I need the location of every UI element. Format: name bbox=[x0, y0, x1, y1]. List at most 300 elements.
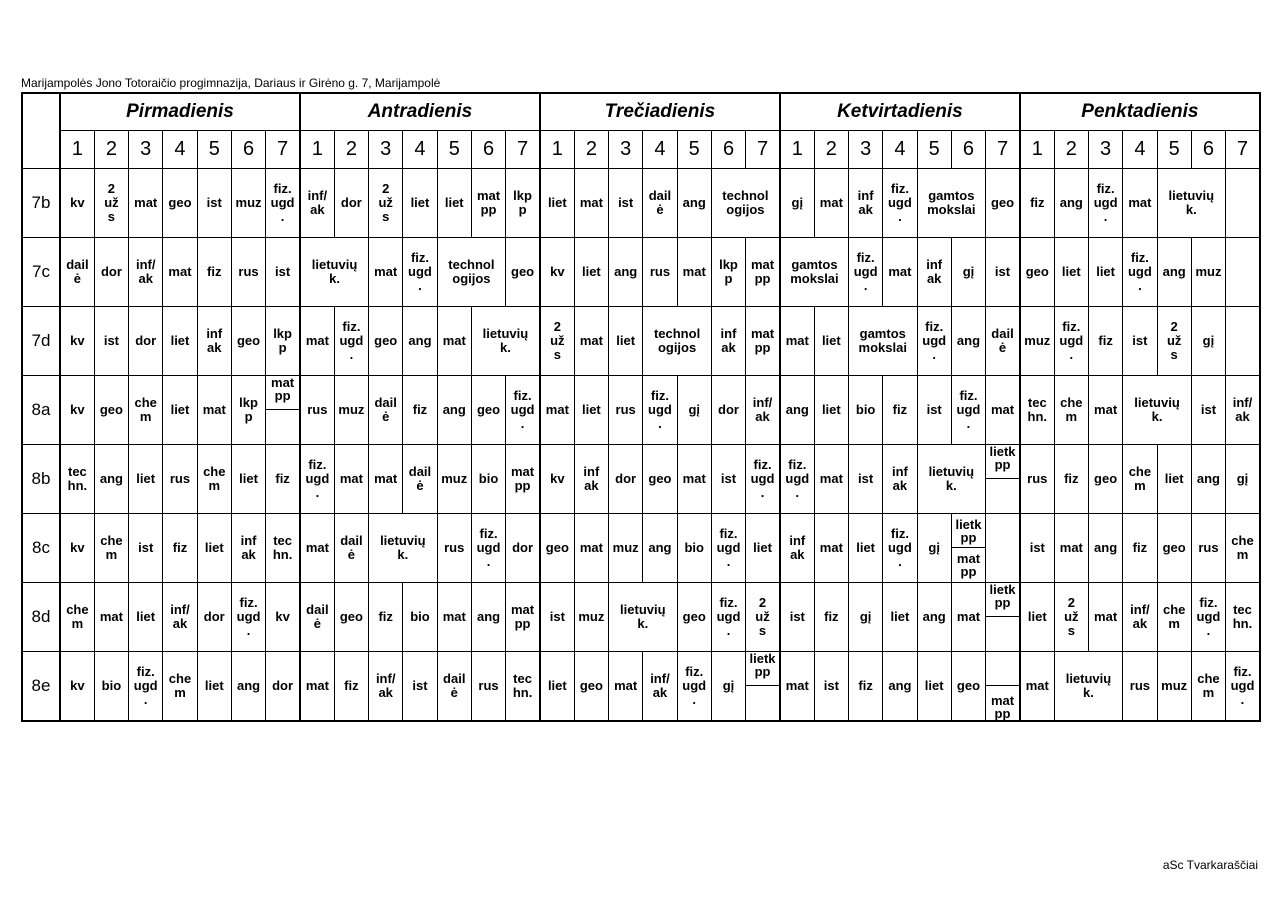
lesson-cell: dail ė bbox=[334, 514, 368, 583]
day-header: Trečiadienis bbox=[540, 93, 780, 131]
split-lesson-cell bbox=[986, 652, 1020, 722]
lesson-cell: fiz. ugd . bbox=[1226, 652, 1260, 722]
period-number: 4 bbox=[1123, 131, 1157, 169]
lesson-cell: muz bbox=[437, 445, 471, 514]
lesson-cell: mat bbox=[677, 238, 711, 307]
lesson-cell: mat bbox=[574, 307, 608, 376]
lesson-cell-span: gamtos mokslai bbox=[917, 169, 986, 238]
period-number: 7 bbox=[266, 131, 300, 169]
empty-cell bbox=[1226, 307, 1260, 376]
lesson-cell: ist bbox=[609, 169, 643, 238]
empty-cell bbox=[1226, 169, 1260, 238]
lesson-cell: liet bbox=[574, 238, 608, 307]
lesson-cell: inf/ ak bbox=[1123, 583, 1157, 652]
class-row bbox=[22, 514, 1260, 583]
lesson-cell: che m bbox=[1191, 652, 1225, 722]
lesson-cell: ang bbox=[1191, 445, 1225, 514]
lesson-cell: fiz. ugd . bbox=[848, 238, 882, 307]
split-lesson-cell bbox=[266, 376, 300, 445]
lesson-cell: fiz bbox=[814, 583, 848, 652]
lesson-cell: 2 už s bbox=[369, 169, 403, 238]
period-number: 4 bbox=[883, 131, 917, 169]
split-lesson-cell bbox=[746, 652, 780, 722]
day-header: Pirmadienis bbox=[60, 93, 300, 131]
lesson-cell: dail ė bbox=[643, 169, 677, 238]
lesson-cell: ang bbox=[94, 445, 128, 514]
lesson-cell: dor bbox=[609, 445, 643, 514]
lesson-cell: lkp p bbox=[231, 376, 265, 445]
period-number: 1 bbox=[300, 131, 334, 169]
lesson-cell: fiz. ugd . bbox=[883, 169, 917, 238]
lesson-cell: ist bbox=[1191, 376, 1225, 445]
lesson-cell: ist bbox=[986, 238, 1020, 307]
period-number: 3 bbox=[609, 131, 643, 169]
lesson-cell: mat pp bbox=[506, 445, 540, 514]
lesson-cell: tec hn. bbox=[506, 652, 540, 722]
class-label: 7b bbox=[22, 169, 60, 238]
lesson-cell: geo bbox=[540, 514, 574, 583]
lesson-cell: mat bbox=[814, 445, 848, 514]
lesson-cell: ang bbox=[1054, 169, 1088, 238]
lesson-cell: fiz. ugd . bbox=[643, 376, 677, 445]
lesson-cell: liet bbox=[163, 376, 197, 445]
lesson-cell: mat bbox=[609, 652, 643, 722]
lesson-cell: liet bbox=[814, 307, 848, 376]
lesson-cell: ist bbox=[129, 514, 163, 583]
lesson-cell: fiz bbox=[266, 445, 300, 514]
lesson-cell: bio bbox=[94, 652, 128, 722]
lesson-cell: inf ak bbox=[231, 514, 265, 583]
split-top: lietk pp bbox=[986, 583, 1019, 617]
lesson-cell: inf/ ak bbox=[163, 583, 197, 652]
lesson-cell: inf/ ak bbox=[129, 238, 163, 307]
lesson-cell: fiz. ugd . bbox=[266, 169, 300, 238]
lesson-cell: mat bbox=[1020, 652, 1054, 722]
class-row bbox=[22, 376, 1260, 445]
period-number: 4 bbox=[163, 131, 197, 169]
period-number: 3 bbox=[1088, 131, 1122, 169]
lesson-cell: ist bbox=[266, 238, 300, 307]
lesson-cell-span: lietuvių k. bbox=[1123, 376, 1192, 445]
lesson-cell: dor bbox=[94, 238, 128, 307]
period-number: 6 bbox=[1191, 131, 1225, 169]
period-number: 3 bbox=[129, 131, 163, 169]
lesson-cell: fiz bbox=[1020, 169, 1054, 238]
lesson-cell: dor bbox=[711, 376, 745, 445]
lesson-cell: liet bbox=[197, 652, 231, 722]
class-row bbox=[22, 583, 1260, 652]
lesson-cell-span: technol ogijos bbox=[711, 169, 780, 238]
period-number: 2 bbox=[814, 131, 848, 169]
lesson-cell: liet bbox=[437, 169, 471, 238]
lesson-cell: kv bbox=[540, 238, 574, 307]
lesson-cell: che m bbox=[1226, 514, 1260, 583]
lesson-cell: ang bbox=[677, 169, 711, 238]
lesson-cell: rus bbox=[1020, 445, 1054, 514]
lesson-cell: che m bbox=[197, 445, 231, 514]
empty-cell bbox=[1226, 238, 1260, 307]
lesson-cell: fiz. ugd . bbox=[883, 514, 917, 583]
lesson-cell: dor bbox=[197, 583, 231, 652]
lesson-cell: che m bbox=[1054, 376, 1088, 445]
lesson-cell: rus bbox=[163, 445, 197, 514]
lesson-cell: ang bbox=[643, 514, 677, 583]
lesson-cell: mat bbox=[540, 376, 574, 445]
lesson-cell: ist bbox=[917, 376, 951, 445]
lesson-cell-span: gamtos mokslai bbox=[780, 238, 849, 307]
lesson-cell: tec hn. bbox=[60, 445, 94, 514]
class-label: 8a bbox=[22, 376, 60, 445]
timetable bbox=[21, 92, 1261, 722]
class-row bbox=[22, 445, 1260, 514]
lesson-cell: fiz. ugd . bbox=[129, 652, 163, 722]
period-number: 5 bbox=[677, 131, 711, 169]
lesson-cell: mat pp bbox=[746, 238, 780, 307]
period-number: 7 bbox=[1226, 131, 1260, 169]
lesson-cell: mat bbox=[129, 169, 163, 238]
lesson-cell-span: lietuvių k. bbox=[1157, 169, 1226, 238]
lesson-cell: fiz bbox=[163, 514, 197, 583]
class-label: 8c bbox=[22, 514, 60, 583]
lesson-cell: ist bbox=[848, 445, 882, 514]
lesson-cell: rus bbox=[609, 376, 643, 445]
lesson-cell: kv bbox=[60, 307, 94, 376]
lesson-cell: liet bbox=[574, 376, 608, 445]
split-bottom: mat pp bbox=[956, 551, 981, 579]
lesson-cell: dail ė bbox=[437, 652, 471, 722]
class-row bbox=[22, 238, 1260, 307]
lesson-cell: inf ak bbox=[780, 514, 814, 583]
lesson-cell: geo bbox=[986, 169, 1020, 238]
lesson-cell: fiz bbox=[1088, 307, 1122, 376]
lesson-cell: ang bbox=[1157, 238, 1191, 307]
lesson-cell: ist bbox=[540, 583, 574, 652]
lesson-cell: bio bbox=[677, 514, 711, 583]
lesson-cell: geo bbox=[334, 583, 368, 652]
lesson-cell: fiz. ugd . bbox=[780, 445, 814, 514]
lesson-cell: geo bbox=[1088, 445, 1122, 514]
lesson-cell: ist bbox=[403, 652, 437, 722]
lesson-cell: liet bbox=[917, 652, 951, 722]
lesson-cell: ang bbox=[883, 652, 917, 722]
period-number: 7 bbox=[506, 131, 540, 169]
lesson-cell: liet bbox=[609, 307, 643, 376]
lesson-cell: tec hn. bbox=[1226, 583, 1260, 652]
lesson-cell: geo bbox=[951, 652, 985, 722]
lesson-cell: muz bbox=[1020, 307, 1054, 376]
period-number: 4 bbox=[403, 131, 437, 169]
lesson-cell: mat bbox=[814, 169, 848, 238]
lesson-cell: gį bbox=[1226, 445, 1260, 514]
lesson-cell: kv bbox=[60, 514, 94, 583]
lesson-cell: inf/ ak bbox=[300, 169, 334, 238]
lesson-cell: mat bbox=[94, 583, 128, 652]
lesson-cell: liet bbox=[1088, 238, 1122, 307]
lesson-cell: muz bbox=[1191, 238, 1225, 307]
lesson-cell: geo bbox=[471, 376, 505, 445]
lesson-cell: liet bbox=[231, 445, 265, 514]
lesson-cell: rus bbox=[300, 376, 334, 445]
period-number: 3 bbox=[369, 131, 403, 169]
class-row bbox=[22, 169, 1260, 238]
lesson-cell: liet bbox=[1157, 445, 1191, 514]
lesson-cell: mat bbox=[1123, 169, 1157, 238]
lesson-cell: dor bbox=[334, 169, 368, 238]
lesson-cell: mat bbox=[369, 238, 403, 307]
lesson-cell: fiz. ugd . bbox=[951, 376, 985, 445]
lesson-cell: mat bbox=[437, 583, 471, 652]
lesson-cell: gį bbox=[951, 238, 985, 307]
lesson-cell: ist bbox=[1020, 514, 1054, 583]
lesson-cell: che m bbox=[1157, 583, 1191, 652]
lesson-cell: kv bbox=[266, 583, 300, 652]
lesson-cell: mat bbox=[883, 238, 917, 307]
lesson-cell: mat bbox=[300, 514, 334, 583]
lesson-cell: geo bbox=[369, 307, 403, 376]
lesson-cell: geo bbox=[1157, 514, 1191, 583]
lesson-cell: liet bbox=[814, 376, 848, 445]
split-lesson-cell bbox=[951, 514, 985, 583]
empty-cell bbox=[986, 514, 1020, 583]
lesson-cell: ang bbox=[609, 238, 643, 307]
period-number: 2 bbox=[1054, 131, 1088, 169]
lesson-cell: muz bbox=[231, 169, 265, 238]
lesson-cell: bio bbox=[403, 583, 437, 652]
class-label: 8d bbox=[22, 583, 60, 652]
lesson-cell: lkp p bbox=[711, 238, 745, 307]
lesson-cell: inf/ ak bbox=[746, 376, 780, 445]
lesson-cell: inf ak bbox=[711, 307, 745, 376]
period-number: 5 bbox=[917, 131, 951, 169]
lesson-cell: gį bbox=[1191, 307, 1225, 376]
lesson-cell: che m bbox=[163, 652, 197, 722]
lesson-cell: mat bbox=[300, 307, 334, 376]
period-number: 6 bbox=[951, 131, 985, 169]
lesson-cell: mat bbox=[163, 238, 197, 307]
lesson-cell: mat bbox=[780, 307, 814, 376]
lesson-cell: geo bbox=[574, 652, 608, 722]
lesson-cell: gį bbox=[780, 169, 814, 238]
lesson-cell: mat bbox=[197, 376, 231, 445]
lesson-cell: 2 už s bbox=[746, 583, 780, 652]
lesson-cell: muz bbox=[574, 583, 608, 652]
lesson-cell: fiz bbox=[1123, 514, 1157, 583]
lesson-cell: che m bbox=[60, 583, 94, 652]
lesson-cell: mat bbox=[334, 445, 368, 514]
lesson-cell: geo bbox=[231, 307, 265, 376]
day-header: Ketvirtadienis bbox=[780, 93, 1020, 131]
lesson-cell: fiz. ugd . bbox=[1088, 169, 1122, 238]
lesson-cell: fiz bbox=[1054, 445, 1088, 514]
day-header: Penktadienis bbox=[1020, 93, 1260, 131]
lesson-cell: ang bbox=[471, 583, 505, 652]
lesson-cell: rus bbox=[471, 652, 505, 722]
lesson-cell-span: lietuvių k. bbox=[917, 445, 986, 514]
lesson-cell-span: lietuvių k. bbox=[369, 514, 438, 583]
day-header: Antradienis bbox=[300, 93, 540, 131]
lesson-cell: liet bbox=[883, 583, 917, 652]
lesson-cell: fiz bbox=[369, 583, 403, 652]
lesson-cell: fiz. ugd . bbox=[403, 238, 437, 307]
lesson-cell: liet bbox=[848, 514, 882, 583]
lesson-cell: gį bbox=[677, 376, 711, 445]
lesson-cell: mat pp bbox=[471, 169, 505, 238]
lesson-cell: fiz. ugd . bbox=[746, 445, 780, 514]
period-number: 2 bbox=[94, 131, 128, 169]
lesson-cell: dor bbox=[506, 514, 540, 583]
lesson-cell: liet bbox=[403, 169, 437, 238]
class-label: 7c bbox=[22, 238, 60, 307]
lesson-cell: mat bbox=[300, 652, 334, 722]
lesson-cell: lkp p bbox=[266, 307, 300, 376]
lesson-cell: dail ė bbox=[986, 307, 1020, 376]
lesson-cell: 2 už s bbox=[1054, 583, 1088, 652]
split-top: lietk pp bbox=[952, 514, 985, 548]
lesson-cell: ang bbox=[780, 376, 814, 445]
class-row bbox=[22, 307, 1260, 376]
lesson-cell: fiz bbox=[883, 376, 917, 445]
lesson-cell: ist bbox=[780, 583, 814, 652]
lesson-cell: ang bbox=[231, 652, 265, 722]
lesson-cell: tec hn. bbox=[266, 514, 300, 583]
lesson-cell: mat bbox=[1054, 514, 1088, 583]
lesson-cell: gį bbox=[917, 514, 951, 583]
split-top: lietk pp bbox=[746, 652, 779, 686]
lesson-cell: fiz. ugd . bbox=[711, 514, 745, 583]
lesson-cell: mat bbox=[1088, 376, 1122, 445]
lesson-cell: ist bbox=[814, 652, 848, 722]
lesson-cell: lkp p bbox=[506, 169, 540, 238]
lesson-cell: che m bbox=[94, 514, 128, 583]
lesson-cell: dail ė bbox=[60, 238, 94, 307]
lesson-cell: dor bbox=[266, 652, 300, 722]
lesson-cell: muz bbox=[609, 514, 643, 583]
footer-brand: aSc Tvarkaraščiai bbox=[1162, 858, 1258, 872]
lesson-cell: rus bbox=[1191, 514, 1225, 583]
lesson-cell: liet bbox=[163, 307, 197, 376]
lesson-cell: gį bbox=[848, 583, 882, 652]
lesson-cell: muz bbox=[1157, 652, 1191, 722]
lesson-cell: mat bbox=[986, 376, 1020, 445]
lesson-cell: fiz bbox=[403, 376, 437, 445]
lesson-cell: ang bbox=[951, 307, 985, 376]
period-number: 7 bbox=[746, 131, 780, 169]
lesson-cell: geo bbox=[163, 169, 197, 238]
lesson-cell: fiz. ugd . bbox=[300, 445, 334, 514]
lesson-cell: ang bbox=[1088, 514, 1122, 583]
lesson-cell-span: lietuvių k. bbox=[300, 238, 369, 307]
lesson-cell: ist bbox=[197, 169, 231, 238]
lesson-cell-span: lietuvių k. bbox=[471, 307, 540, 376]
lesson-cell: mat bbox=[1088, 583, 1122, 652]
lesson-cell: liet bbox=[540, 652, 574, 722]
split-lesson-cell bbox=[986, 445, 1020, 514]
lesson-cell: rus bbox=[643, 238, 677, 307]
corner-cell bbox=[22, 93, 60, 169]
lesson-cell: kv bbox=[60, 652, 94, 722]
lesson-cell: liet bbox=[540, 169, 574, 238]
lesson-cell: che m bbox=[129, 376, 163, 445]
lesson-cell: fiz. ugd . bbox=[1123, 238, 1157, 307]
period-number: 6 bbox=[471, 131, 505, 169]
period-number: 2 bbox=[574, 131, 608, 169]
lesson-cell: gį bbox=[711, 652, 745, 722]
split-top: mat pp bbox=[266, 376, 299, 410]
split-bottom bbox=[986, 479, 1019, 513]
lesson-cell: 2 už s bbox=[1157, 307, 1191, 376]
split-lesson-cell bbox=[986, 583, 1020, 652]
lesson-cell: inf ak bbox=[883, 445, 917, 514]
split-bottom bbox=[746, 686, 779, 720]
lesson-cell: fiz. ugd . bbox=[917, 307, 951, 376]
period-number: 7 bbox=[986, 131, 1020, 169]
lesson-cell: dor bbox=[129, 307, 163, 376]
lesson-cell: liet bbox=[197, 514, 231, 583]
lesson-cell: fiz. ugd . bbox=[334, 307, 368, 376]
lesson-cell-span: lietuvių k. bbox=[1054, 652, 1123, 722]
period-number: 6 bbox=[231, 131, 265, 169]
lesson-cell: mat bbox=[574, 169, 608, 238]
split-bottom bbox=[266, 410, 299, 444]
school-title: Marijampolės Jono Totoraičio progimnazija, Dariaus ir Girėno g. 7, Marijampolė bbox=[21, 76, 441, 90]
lesson-cell: inf ak bbox=[917, 238, 951, 307]
lesson-cell: liet bbox=[746, 514, 780, 583]
lesson-cell: geo bbox=[94, 376, 128, 445]
lesson-cell: fiz bbox=[334, 652, 368, 722]
lesson-cell: kv bbox=[60, 169, 94, 238]
lesson-cell: mat bbox=[677, 445, 711, 514]
lesson-cell: fiz. ugd . bbox=[1191, 583, 1225, 652]
lesson-cell-span: technol ogijos bbox=[643, 307, 712, 376]
class-label: 8e bbox=[22, 652, 60, 722]
lesson-cell-span: lietuvių k. bbox=[609, 583, 678, 652]
period-number: 1 bbox=[540, 131, 574, 169]
period-number: 1 bbox=[60, 131, 94, 169]
lesson-cell: geo bbox=[643, 445, 677, 514]
class-label: 8b bbox=[22, 445, 60, 514]
lesson-cell: fiz bbox=[848, 652, 882, 722]
lesson-cell-span: technol ogijos bbox=[437, 238, 506, 307]
split-bottom: mat pp bbox=[990, 693, 1015, 721]
lesson-cell: 2 už s bbox=[94, 169, 128, 238]
lesson-cell: dail ė bbox=[403, 445, 437, 514]
lesson-cell: fiz bbox=[197, 238, 231, 307]
split-top: lietk pp bbox=[986, 445, 1019, 479]
period-number: 3 bbox=[848, 131, 882, 169]
lesson-cell: liet bbox=[1054, 238, 1088, 307]
lesson-cell: geo bbox=[1020, 238, 1054, 307]
lesson-cell: liet bbox=[129, 583, 163, 652]
split-bottom bbox=[986, 617, 1019, 651]
lesson-cell: mat pp bbox=[746, 307, 780, 376]
lesson-cell: rus bbox=[231, 238, 265, 307]
lesson-cell: mat bbox=[437, 307, 471, 376]
lesson-cell: fiz. ugd . bbox=[506, 376, 540, 445]
lesson-cell: mat bbox=[814, 514, 848, 583]
lesson-cell: inf ak bbox=[197, 307, 231, 376]
lesson-cell: mat bbox=[369, 445, 403, 514]
period-number: 5 bbox=[197, 131, 231, 169]
lesson-cell: fiz. ugd . bbox=[471, 514, 505, 583]
period-number: 2 bbox=[334, 131, 368, 169]
lesson-cell: rus bbox=[1123, 652, 1157, 722]
lesson-cell: muz bbox=[334, 376, 368, 445]
lesson-cell: inf/ ak bbox=[369, 652, 403, 722]
period-number: 1 bbox=[1020, 131, 1054, 169]
period-number: 5 bbox=[437, 131, 471, 169]
lesson-cell: mat bbox=[780, 652, 814, 722]
lesson-cell: ist bbox=[94, 307, 128, 376]
